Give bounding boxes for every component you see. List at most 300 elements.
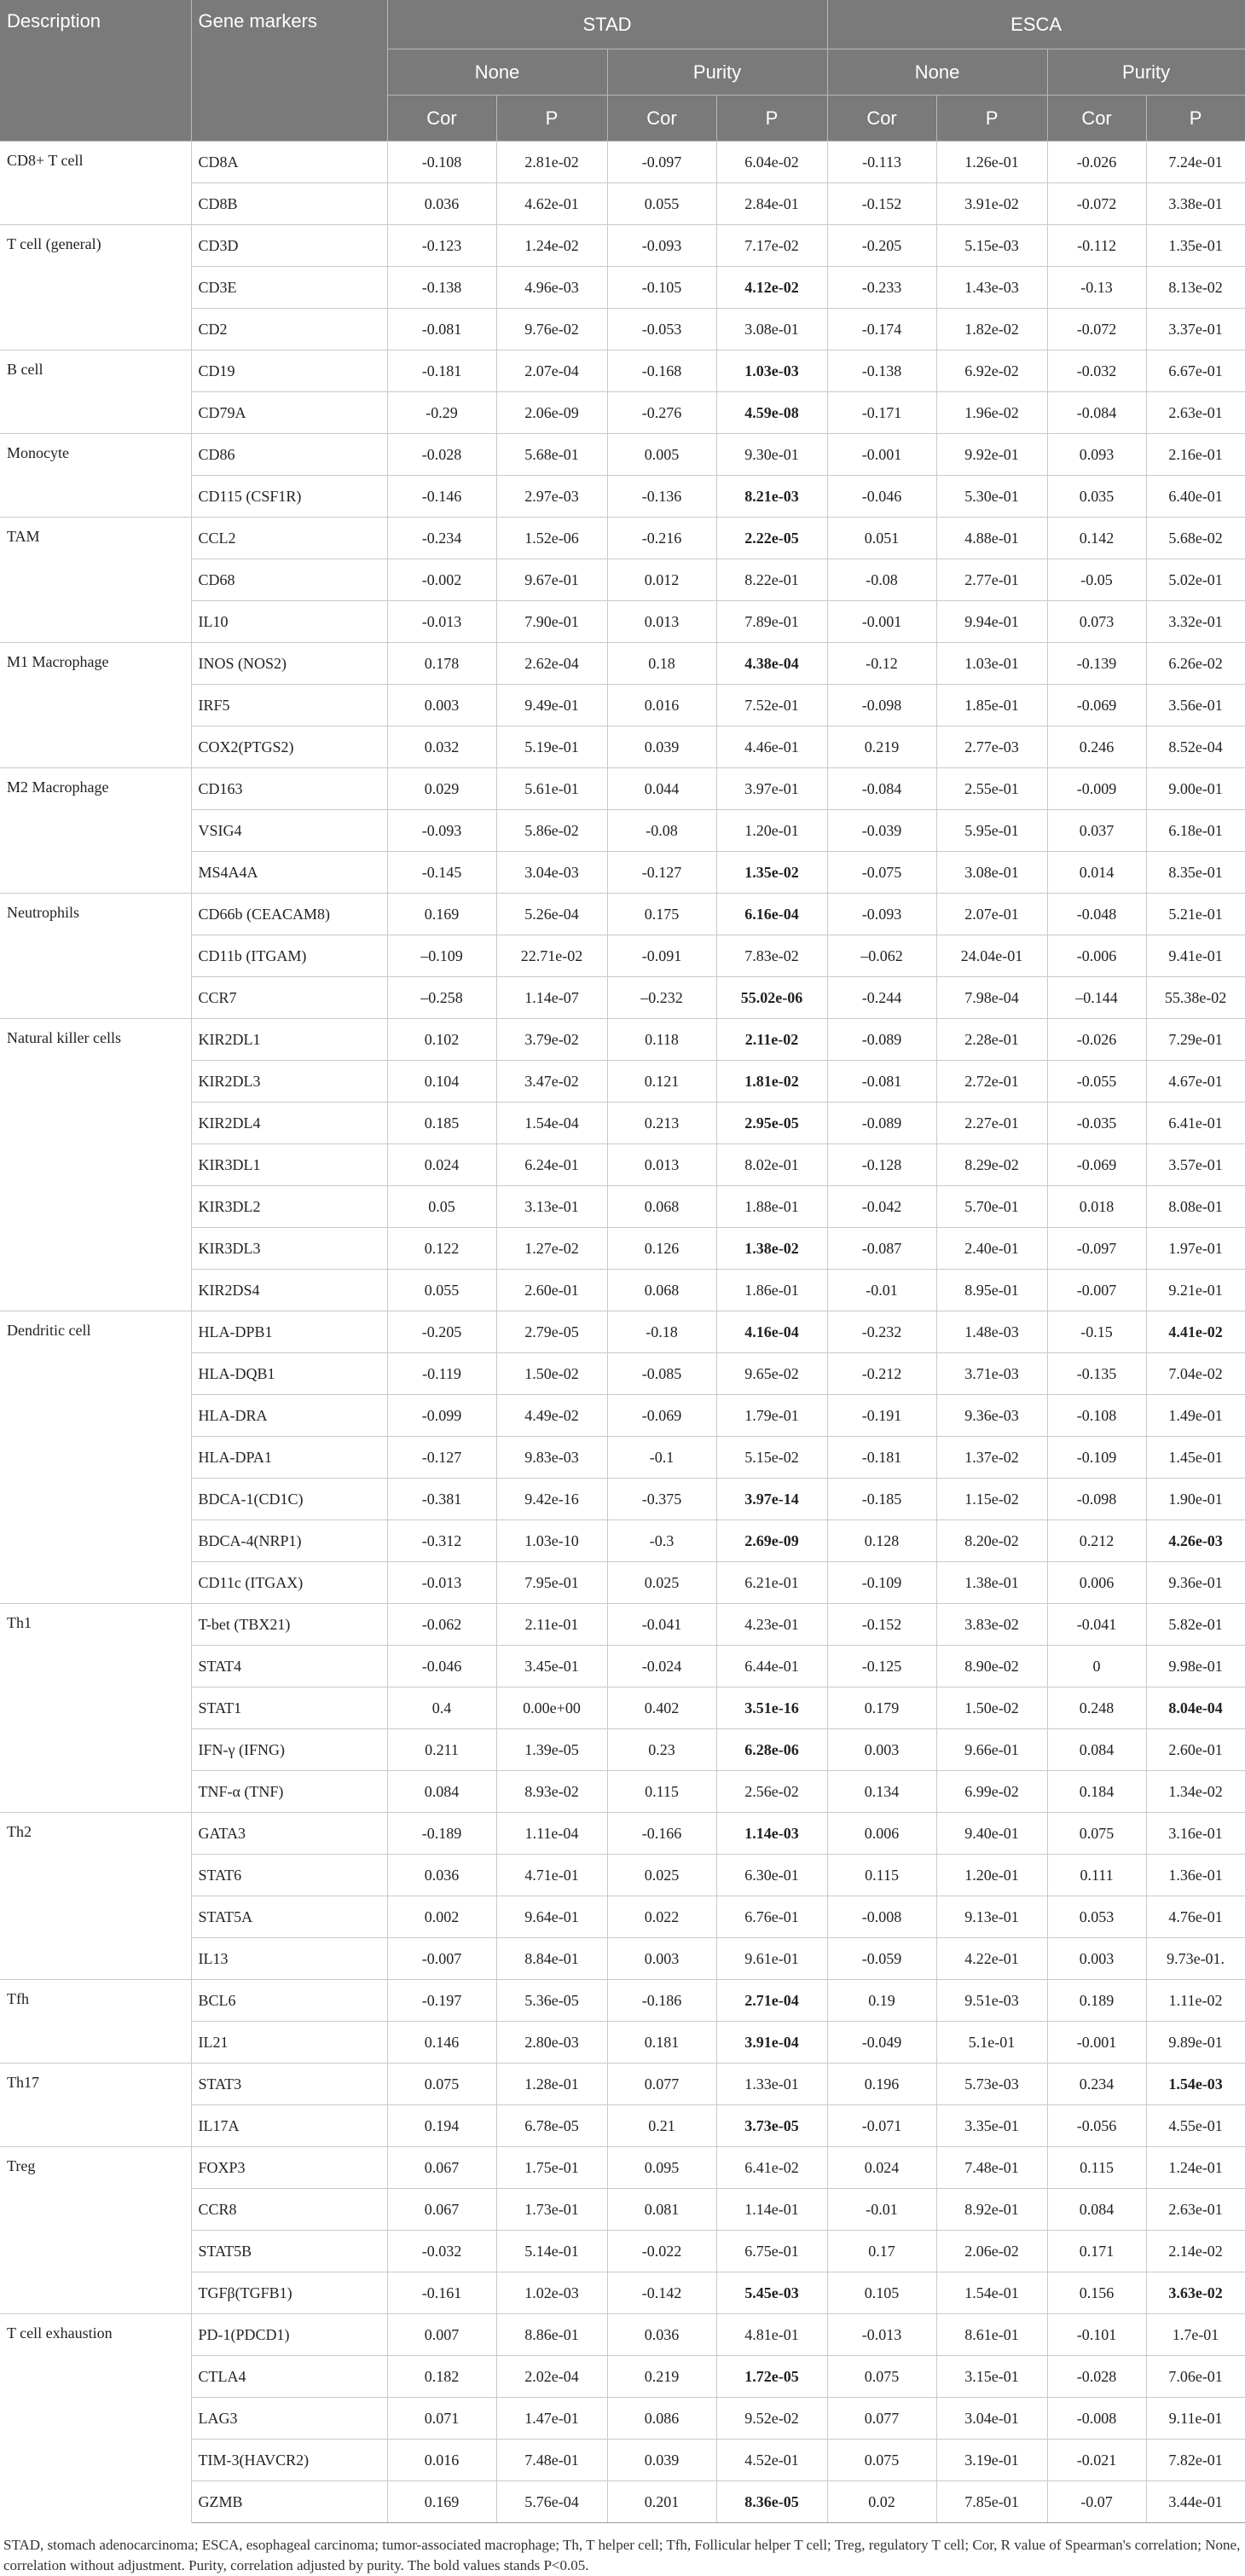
- cell-p: 2.27e-01: [936, 1103, 1047, 1144]
- cell-p: 2.55e-01: [936, 768, 1047, 810]
- cell-cor: 0.05: [387, 1186, 496, 1228]
- header-stad-none: None: [387, 49, 607, 96]
- cell-cor: -0.039: [827, 810, 936, 852]
- cell-p: 24.04e-01: [936, 935, 1047, 977]
- cell-cor: 0.025: [607, 1855, 716, 1896]
- cell-p: 3.47e-02: [496, 1061, 607, 1103]
- cell-cor: 0.075: [1047, 1813, 1146, 1855]
- cell-cor: -0.032: [1047, 350, 1146, 392]
- cell-cor: –0.144: [1047, 977, 1146, 1019]
- cell-p: 6.75e-01: [716, 2231, 827, 2272]
- cell-cor: -0.006: [1047, 935, 1146, 977]
- cell-cor: -0.062: [387, 1604, 496, 1646]
- cell-gene-marker: GATA3: [191, 1813, 387, 1855]
- cell-description: Monocyte: [0, 434, 191, 518]
- cell-p: 2.60e-01: [496, 1270, 607, 1311]
- cell-p: 2.72e-01: [936, 1061, 1047, 1103]
- cell-cor: 0.128: [827, 1520, 936, 1562]
- cell-gene-marker: BDCA-1(CD1C): [191, 1479, 387, 1520]
- cell-p: 1.02e-03: [496, 2272, 607, 2314]
- cell-p: 2.97e-03: [496, 476, 607, 518]
- cell-cor: -0.142: [607, 2272, 716, 2314]
- cell-gene-marker: KIR2DL3: [191, 1061, 387, 1103]
- cell-cor: 0.118: [607, 1019, 716, 1061]
- cell-p: 7.04e-02: [1146, 1353, 1245, 1395]
- header-esca-none: None: [827, 49, 1047, 96]
- cell-cor: -0.08: [827, 559, 936, 601]
- cell-cor: 0.084: [387, 1771, 496, 1813]
- cell-cor: 0.012: [607, 559, 716, 601]
- cell-p: 1.26e-01: [936, 142, 1047, 183]
- cell-p: 4.81e-01: [716, 2314, 827, 2356]
- cell-gene-marker: STAT5A: [191, 1896, 387, 1938]
- cell-cor: 0.013: [607, 601, 716, 643]
- cell-p: 0.00e+00: [496, 1687, 607, 1729]
- cell-p: 8.13e-02: [1146, 267, 1245, 309]
- header-stad: STAD: [387, 0, 827, 49]
- cell-cor: 0.115: [827, 1855, 936, 1896]
- cell-cor: 0.122: [387, 1228, 496, 1270]
- cell-cor: -0.007: [387, 1938, 496, 1980]
- cell-p: 6.99e-02: [936, 1771, 1047, 1813]
- cell-cor: -0.093: [607, 225, 716, 267]
- cell-p: 6.44e-01: [716, 1646, 827, 1687]
- cell-p: 1.27e-02: [496, 1228, 607, 1270]
- cell-p: 1.03e-10: [496, 1520, 607, 1562]
- cell-gene-marker: STAT3: [191, 2064, 387, 2105]
- cell-p: 6.92e-02: [936, 350, 1047, 392]
- cell-description: M2 Macrophage: [0, 768, 191, 894]
- cell-cor: 0.184: [1047, 1771, 1146, 1813]
- cell-gene-marker: CD115 (CSF1R): [191, 476, 387, 518]
- cell-p: 1.39e-05: [496, 1729, 607, 1771]
- cell-cor: -0.001: [1047, 2022, 1146, 2064]
- cell-cor: -0.072: [1047, 183, 1146, 225]
- cell-p: 1.85e-01: [936, 685, 1047, 726]
- cell-p: 4.49e-02: [496, 1395, 607, 1437]
- cell-cor: 0.002: [387, 1896, 496, 1938]
- cell-p: 9.49e-01: [496, 685, 607, 726]
- cell-p: 9.52e-02: [716, 2398, 827, 2440]
- cell-p: 5.1e-01: [936, 2022, 1047, 2064]
- cell-p: 9.36e-03: [936, 1395, 1047, 1437]
- cell-p: 3.13e-01: [496, 1186, 607, 1228]
- cell-cor: 0.105: [827, 2272, 936, 2314]
- cell-p: 2.62e-04: [496, 643, 607, 685]
- cell-cor: -0.056: [1047, 2105, 1146, 2147]
- cell-cor: -0.174: [827, 309, 936, 350]
- cell-gene-marker: CD68: [191, 559, 387, 601]
- cell-p: 3.08e-01: [936, 852, 1047, 894]
- cell-cor: 0.036: [387, 1855, 496, 1896]
- cell-p: 8.95e-01: [936, 1270, 1047, 1311]
- cell-gene-marker: LAG3: [191, 2398, 387, 2440]
- cell-gene-marker: STAT4: [191, 1646, 387, 1687]
- cell-cor: –0.109: [387, 935, 496, 977]
- cell-p: 3.32e-01: [1146, 601, 1245, 643]
- cell-p: 1.48e-03: [936, 1311, 1047, 1353]
- cell-p: 2.06e-02: [936, 2231, 1047, 2272]
- table-row: [0, 2147, 1245, 2189]
- cell-p: 1.81e-02: [716, 1061, 827, 1103]
- cell-cor: -0.152: [827, 183, 936, 225]
- cell-gene-marker: KIR2DS4: [191, 1270, 387, 1311]
- cell-cor: -0.108: [1047, 1395, 1146, 1437]
- cell-p: 5.86e-02: [496, 810, 607, 852]
- cell-cor: -0.013: [387, 601, 496, 643]
- cell-p: 6.30e-01: [716, 1855, 827, 1896]
- cell-cor: 0.115: [1047, 2147, 1146, 2189]
- cell-gene-marker: CCR8: [191, 2189, 387, 2231]
- cell-p: 1.79e-01: [716, 1395, 827, 1437]
- cell-cor: 0.084: [1047, 1729, 1146, 1771]
- cell-p: 3.57e-01: [1146, 1144, 1245, 1186]
- cell-cor: -0.013: [387, 1562, 496, 1604]
- cell-p: 4.16e-04: [716, 1311, 827, 1353]
- cell-cor: -0.101: [1047, 2314, 1146, 2356]
- cell-cor: –0.062: [827, 935, 936, 977]
- cell-p: 1.35e-02: [716, 852, 827, 894]
- cell-p: 1.43e-03: [936, 267, 1047, 309]
- cell-p: 5.68e-01: [496, 434, 607, 476]
- cell-p: 8.08e-01: [1146, 1186, 1245, 1228]
- cell-p: 3.79e-02: [496, 1019, 607, 1061]
- cell-cor: 0.075: [827, 2356, 936, 2398]
- cell-cor: -0.109: [827, 1562, 936, 1604]
- cell-p: 1.36e-01: [1146, 1855, 1245, 1896]
- cell-p: 1.73e-01: [496, 2189, 607, 2231]
- cell-cor: 0.075: [387, 2064, 496, 2105]
- cell-p: 5.14e-01: [496, 2231, 607, 2272]
- cell-p: 2.28e-01: [936, 1019, 1047, 1061]
- cell-p: 8.20e-02: [936, 1520, 1047, 1562]
- cell-p: 8.29e-02: [936, 1144, 1047, 1186]
- cell-gene-marker: CD3E: [191, 267, 387, 309]
- header-p: P: [1146, 96, 1245, 142]
- cell-p: 1.24e-01: [1146, 2147, 1245, 2189]
- cell-cor: 0.21: [607, 2105, 716, 2147]
- cell-cor: 0.134: [827, 1771, 936, 1813]
- cell-cor: 0.039: [607, 726, 716, 768]
- cell-description: M1 Macrophage: [0, 643, 191, 768]
- cell-gene-marker: IL13: [191, 1938, 387, 1980]
- cell-cor: -0.048: [1047, 894, 1146, 935]
- cell-gene-marker: CD163: [191, 768, 387, 810]
- cell-gene-marker: HLA-DRA: [191, 1395, 387, 1437]
- cell-cor: -0.053: [607, 309, 716, 350]
- cell-cor: -0.138: [387, 267, 496, 309]
- cell-cor: 0.003: [607, 1938, 716, 1980]
- cell-cor: 0.23: [607, 1729, 716, 1771]
- cell-cor: -0.008: [1047, 2398, 1146, 2440]
- cell-p: 2.22e-05: [716, 518, 827, 559]
- cell-cor: 0.077: [827, 2398, 936, 2440]
- cell-p: 6.28e-06: [716, 1729, 827, 1771]
- cell-cor: 0.146: [387, 2022, 496, 2064]
- cell-p: 2.40e-01: [936, 1228, 1047, 1270]
- cell-gene-marker: HLA-DPA1: [191, 1437, 387, 1479]
- cell-gene-marker: BDCA-4(NRP1): [191, 1520, 387, 1562]
- cell-cor: -0.098: [827, 685, 936, 726]
- cell-gene-marker: STAT6: [191, 1855, 387, 1896]
- cell-cor: 0: [1047, 1646, 1146, 1687]
- cell-cor: -0.084: [1047, 392, 1146, 434]
- cell-cor: 0.196: [827, 2064, 936, 2105]
- cell-p: 1.90e-01: [1146, 1479, 1245, 1520]
- cell-gene-marker: CD2: [191, 309, 387, 350]
- cell-p: 7.52e-01: [716, 685, 827, 726]
- header-esca: ESCA: [827, 0, 1245, 49]
- cell-cor: -0.002: [387, 559, 496, 601]
- cell-cor: 0.4: [387, 1687, 496, 1729]
- cell-p: 9.51e-03: [936, 1980, 1047, 2022]
- cell-cor: 0.053: [1047, 1896, 1146, 1938]
- cell-cor: -0.233: [827, 267, 936, 309]
- cell-cor: 0.102: [387, 1019, 496, 1061]
- cell-cor: 0.181: [607, 2022, 716, 2064]
- cell-cor: 0.039: [607, 2440, 716, 2481]
- cell-cor: -0.1: [607, 1437, 716, 1479]
- cell-cor: -0.01: [827, 2189, 936, 2231]
- table-header: [0, 0, 1245, 142]
- cell-cor: 0.084: [1047, 2189, 1146, 2231]
- cell-p: 2.56e-02: [716, 1771, 827, 1813]
- cell-p: 2.11e-02: [716, 1019, 827, 1061]
- cell-cor: -0.072: [1047, 309, 1146, 350]
- cell-p: 7.06e-01: [1146, 2356, 1245, 2398]
- cell-gene-marker: COX2(PTGS2): [191, 726, 387, 768]
- cell-cor: -0.071: [827, 2105, 936, 2147]
- cell-p: 9.40e-01: [936, 1813, 1047, 1855]
- cell-cor: 0.212: [1047, 1520, 1146, 1562]
- cell-cor: 0.022: [607, 1896, 716, 1938]
- cell-p: 1.54e-04: [496, 1103, 607, 1144]
- cell-cor: -0.01: [827, 1270, 936, 1311]
- cell-p: 2.69e-09: [716, 1520, 827, 1562]
- cell-cor: -0.07: [1047, 2481, 1146, 2523]
- cell-cor: -0.212: [827, 1353, 936, 1395]
- table-row: [0, 1311, 1245, 1353]
- cell-cor: 0.093: [1047, 434, 1146, 476]
- header-esca-purity: Purity: [1047, 49, 1245, 96]
- cell-gene-marker: CD66b (CEACAM8): [191, 894, 387, 935]
- cell-p: 3.97e-14: [716, 1479, 827, 1520]
- cell-cor: -0.009: [1047, 768, 1146, 810]
- header-description: Description: [0, 0, 191, 142]
- cell-description: TAM: [0, 518, 191, 643]
- cell-gene-marker: CD8A: [191, 142, 387, 183]
- cell-gene-marker: BCL6: [191, 1980, 387, 2022]
- cell-p: 5.30e-01: [936, 476, 1047, 518]
- cell-p: 7.24e-01: [1146, 142, 1245, 183]
- cell-cor: -0.119: [387, 1353, 496, 1395]
- cell-cor: 0.17: [827, 2231, 936, 2272]
- cell-p: 1.96e-02: [936, 392, 1047, 434]
- cell-cor: 0.182: [387, 2356, 496, 2398]
- table-row: [0, 350, 1245, 392]
- cell-p: 1.54e-01: [936, 2272, 1047, 2314]
- cell-p: 5.61e-01: [496, 768, 607, 810]
- cell-p: 9.73e-01.: [1146, 1938, 1245, 1980]
- cell-p: 2.11e-01: [496, 1604, 607, 1646]
- cell-p: 1.34e-02: [1146, 1771, 1245, 1813]
- cell-p: 2.63e-01: [1146, 392, 1245, 434]
- cell-cor: 0.029: [387, 768, 496, 810]
- cell-cor: -0.181: [827, 1437, 936, 1479]
- cell-cor: -0.191: [827, 1395, 936, 1437]
- cell-p: 9.92e-01: [936, 434, 1047, 476]
- cell-p: 3.83e-02: [936, 1604, 1047, 1646]
- cell-p: 9.21e-01: [1146, 1270, 1245, 1311]
- cell-cor: -0.135: [1047, 1353, 1146, 1395]
- cell-cor: 0.068: [607, 1186, 716, 1228]
- cell-cor: -0.171: [827, 392, 936, 434]
- cell-gene-marker: T-bet (TBX21): [191, 1604, 387, 1646]
- cell-cor: 0.068: [607, 1270, 716, 1311]
- cell-cor: -0.181: [387, 350, 496, 392]
- cell-cor: -0.08: [607, 810, 716, 852]
- cell-gene-marker: TNF-α (TNF): [191, 1771, 387, 1813]
- cell-p: 7.85e-01: [936, 2481, 1047, 2523]
- cell-cor: 0.067: [387, 2189, 496, 2231]
- cell-p: 8.36e-05: [716, 2481, 827, 2523]
- cell-p: 9.13e-01: [936, 1896, 1047, 1938]
- cell-p: 5.76e-04: [496, 2481, 607, 2523]
- cell-cor: -0.021: [1047, 2440, 1146, 2481]
- cell-gene-marker: CD11c (ITGAX): [191, 1562, 387, 1604]
- cell-p: 4.46e-01: [716, 726, 827, 768]
- cell-p: 1.75e-01: [496, 2147, 607, 2189]
- cell-gene-marker: KIR3DL2: [191, 1186, 387, 1228]
- table-row: [0, 643, 1245, 685]
- cell-p: 1.50e-02: [936, 1687, 1047, 1729]
- cell-cor: 0.219: [827, 726, 936, 768]
- cell-p: 3.45e-01: [496, 1646, 607, 1687]
- cell-p: 4.52e-01: [716, 2440, 827, 2481]
- cell-cor: -0.312: [387, 1520, 496, 1562]
- cell-cor: 0.005: [607, 434, 716, 476]
- cell-p: 8.04e-04: [1146, 1687, 1245, 1729]
- cell-p: 3.44e-01: [1146, 2481, 1245, 2523]
- header-cor: Cor: [607, 96, 716, 142]
- table-footnote: STAD, stomach adenocarcinoma; ESCA, esophageal carcinoma; tumor-associated macrophage; Th, T helper cell; Tfh, Follicular helper T cell; Treg, regulatory T cell; Cor, R value of Spearman's correlation; None, correlation without adjustment. Purity, correlation adjusted by purity. The bold values stands P<0.05.: [3, 2537, 1241, 2573]
- cell-cor: -0.234: [387, 518, 496, 559]
- cell-p: 6.26e-02: [1146, 643, 1245, 685]
- cell-p: 4.59e-08: [716, 392, 827, 434]
- cell-cor: 0.185: [387, 1103, 496, 1144]
- cell-p: 1.20e-01: [716, 810, 827, 852]
- cell-gene-marker: CTLA4: [191, 2356, 387, 2398]
- cell-p: 1.35e-01: [1146, 225, 1245, 267]
- cell-p: 5.68e-02: [1146, 518, 1245, 559]
- cell-p: 2.14e-02: [1146, 2231, 1245, 2272]
- cell-p: 1.54e-03: [1146, 2064, 1245, 2105]
- cell-p: 9.00e-01: [1146, 768, 1245, 810]
- cell-cor: -0.001: [827, 434, 936, 476]
- cell-p: 3.71e-03: [936, 1353, 1047, 1395]
- cell-cor: 0.194: [387, 2105, 496, 2147]
- cell-p: 1.14e-01: [716, 2189, 827, 2231]
- cell-cor: -0.168: [607, 350, 716, 392]
- cell-cor: 0.024: [387, 1144, 496, 1186]
- cell-p: 1.38e-02: [716, 1228, 827, 1270]
- cell-p: 2.77e-01: [936, 559, 1047, 601]
- cell-p: 4.62e-01: [496, 183, 607, 225]
- cell-p: 8.02e-01: [716, 1144, 827, 1186]
- cell-gene-marker: CD19: [191, 350, 387, 392]
- cell-cor: -0.113: [827, 142, 936, 183]
- cell-p: 3.38e-01: [1146, 183, 1245, 225]
- cell-p: 3.37e-01: [1146, 309, 1245, 350]
- cell-p: 6.40e-01: [1146, 476, 1245, 518]
- cell-cor: 0.024: [827, 2147, 936, 2189]
- cell-cor: 0.051: [827, 518, 936, 559]
- cell-cor: -0.028: [1047, 2356, 1146, 2398]
- cell-cor: 0.095: [607, 2147, 716, 2189]
- cell-p: 3.15e-01: [936, 2356, 1047, 2398]
- cell-cor: 0.156: [1047, 2272, 1146, 2314]
- cell-gene-marker: IL10: [191, 601, 387, 643]
- cell-cor: 0.234: [1047, 2064, 1146, 2105]
- cell-p: 2.63e-01: [1146, 2189, 1245, 2231]
- cell-cor: 0.044: [607, 768, 716, 810]
- cell-cor: 0.055: [387, 1270, 496, 1311]
- cell-gene-marker: STAT5B: [191, 2231, 387, 2272]
- cell-p: 2.79e-05: [496, 1311, 607, 1353]
- table-row: [0, 225, 1245, 267]
- cell-p: 1.14e-03: [716, 1813, 827, 1855]
- cell-p: 1.82e-02: [936, 309, 1047, 350]
- cell-cor: -0.041: [607, 1604, 716, 1646]
- cell-p: 2.95e-05: [716, 1103, 827, 1144]
- cell-cor: 0.201: [607, 2481, 716, 2523]
- cell-p: 1.14e-07: [496, 977, 607, 1019]
- cell-gene-marker: KIR3DL3: [191, 1228, 387, 1270]
- cell-cor: -0.123: [387, 225, 496, 267]
- cell-p: 4.23e-01: [716, 1604, 827, 1646]
- table-row: [0, 1019, 1245, 1061]
- cell-p: 9.76e-02: [496, 309, 607, 350]
- cell-p: 1.97e-01: [1146, 1228, 1245, 1270]
- cell-p: 8.35e-01: [1146, 852, 1245, 894]
- cell-p: 9.83e-03: [496, 1437, 607, 1479]
- cell-cor: -0.12: [827, 643, 936, 685]
- cell-cor: -0.081: [387, 309, 496, 350]
- cell-p: 8.22e-01: [716, 559, 827, 601]
- cell-description: CD8+ T cell: [0, 142, 191, 225]
- cell-p: 1.72e-05: [716, 2356, 827, 2398]
- cell-p: 3.91e-04: [716, 2022, 827, 2064]
- cell-p: 2.80e-03: [496, 2022, 607, 2064]
- cell-p: 8.84e-01: [496, 1938, 607, 1980]
- cell-cor: 0.055: [607, 183, 716, 225]
- cell-cor: -0.087: [827, 1228, 936, 1270]
- cell-cor: -0.197: [387, 1980, 496, 2022]
- cell-p: 4.12e-02: [716, 267, 827, 309]
- cell-cor: 0.003: [387, 685, 496, 726]
- cell-cor: 0.142: [1047, 518, 1146, 559]
- cell-cor: -0.216: [607, 518, 716, 559]
- cell-p: 1.45e-01: [1146, 1437, 1245, 1479]
- cell-cor: 0.175: [607, 894, 716, 935]
- cell-p: 2.07e-04: [496, 350, 607, 392]
- header-cor: Cor: [827, 96, 936, 142]
- cell-cor: -0.089: [827, 1019, 936, 1061]
- cell-p: 6.41e-01: [1146, 1103, 1245, 1144]
- cell-p: 7.17e-02: [716, 225, 827, 267]
- cell-cor: -0.013: [827, 2314, 936, 2356]
- cell-p: 2.71e-04: [716, 1980, 827, 2022]
